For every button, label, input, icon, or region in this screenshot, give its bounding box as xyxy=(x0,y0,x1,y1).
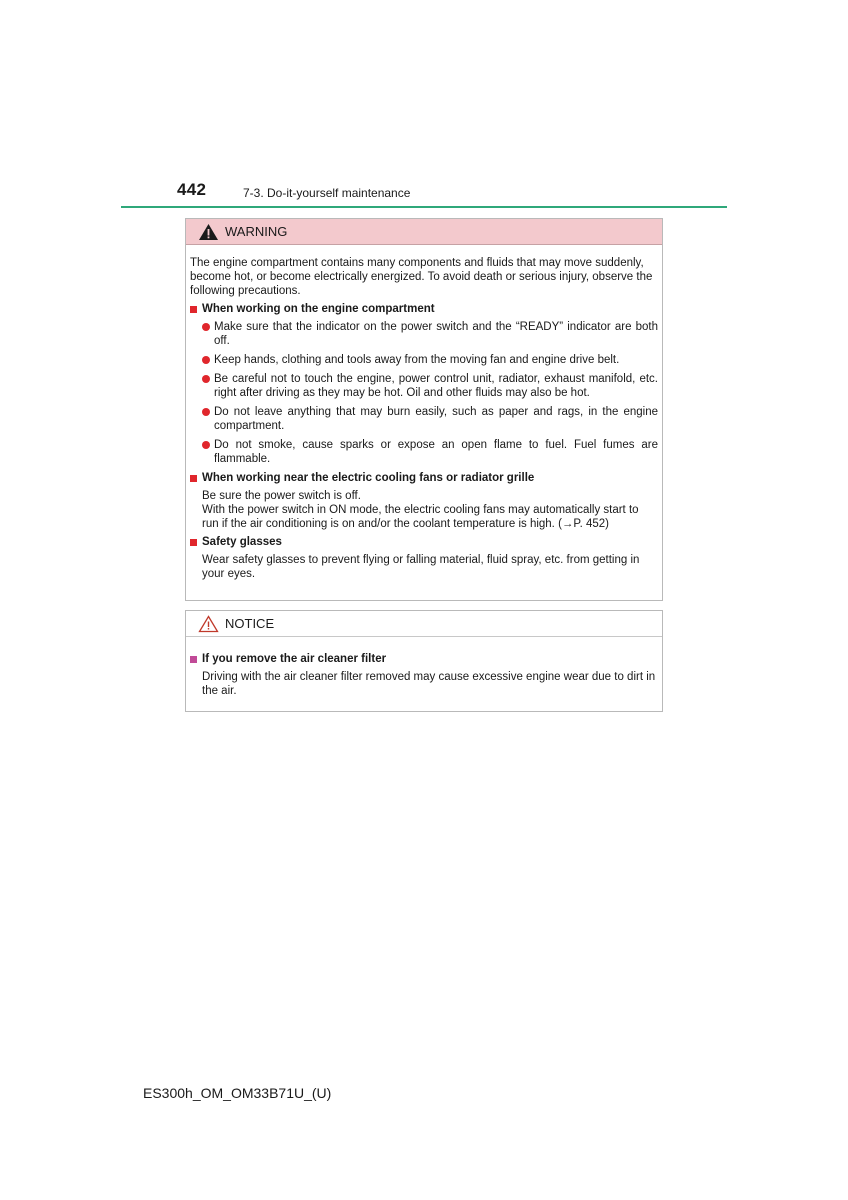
section-heading-text: Safety glasses xyxy=(202,536,282,548)
notice-box xyxy=(185,610,663,712)
round-bullet-icon xyxy=(202,375,210,383)
list-item xyxy=(202,372,658,400)
list-item-text: Make sure that the indicator on the power switch and the “READY” indicator are both off. xyxy=(214,321,658,347)
notice-body xyxy=(186,637,662,698)
square-bullet-icon xyxy=(190,656,197,663)
list-item xyxy=(202,320,658,348)
section-heading-text: When working near the electric cooling fans or radiator grille xyxy=(202,472,535,484)
list-item-text: Do not leave anything that may burn easily, such as paper and rags, in the engine compartment. xyxy=(214,406,658,432)
paragraph: Driving with the air cleaner filter removed may cause excessive engine wear due to dirt in the air. xyxy=(202,671,656,697)
warning-box xyxy=(185,218,663,601)
section-heading xyxy=(190,302,658,316)
bullet-list xyxy=(202,320,658,466)
section-heading-text: When working on the engine compartment xyxy=(202,303,435,315)
header-rule xyxy=(121,206,727,208)
paragraph-line: Be sure the power switch is off. xyxy=(202,490,361,502)
document-code: ES300h_OM_OM33B71U_(U) xyxy=(143,1085,332,1101)
section-heading xyxy=(190,652,658,666)
square-bullet-icon xyxy=(190,306,197,313)
square-bullet-icon xyxy=(190,539,197,546)
list-item xyxy=(202,405,658,433)
round-bullet-icon xyxy=(202,323,210,331)
list-item-text: Be careful not to touch the engine, power control unit, radiator, exhaust manifold, etc. right after driving as they may be hot. Oil and other fluids may also be hot. xyxy=(214,373,658,399)
notice-title: NOTICE xyxy=(225,616,275,631)
section-title: 7-3. Do-it-yourself maintenance xyxy=(243,186,411,200)
warning-title: WARNING xyxy=(225,224,288,239)
warning-triangle-icon xyxy=(198,223,219,241)
round-bullet-icon xyxy=(202,441,210,449)
warning-body xyxy=(186,245,662,581)
list-item-text: Keep hands, clothing and tools away from the moving fan and engine drive belt. xyxy=(214,354,620,366)
list-item-text: Do not smoke, cause sparks or expose an open flame to fuel. Fuel fumes are flammable. xyxy=(214,439,658,465)
paragraph xyxy=(202,489,658,531)
round-bullet-icon xyxy=(202,356,210,364)
warning-header xyxy=(186,219,662,245)
list-item xyxy=(202,438,658,466)
notice-header xyxy=(186,611,662,637)
warning-intro: The engine compartment contains many components and fluids that may move suddenly, become hot, or become electrically energized. To avoid death or serious injury, observe the following precautions. xyxy=(190,257,653,297)
page-number: 442 xyxy=(177,180,207,199)
list-item xyxy=(202,353,658,367)
paragraph-line: With the power switch in ON mode, the electric cooling fans may automatically start to run if the air conditioning is on and/or the coolant temperature is high. (→P. 452) xyxy=(202,504,639,530)
notice-triangle-icon xyxy=(198,615,219,633)
round-bullet-icon xyxy=(202,408,210,416)
paragraph: Wear safety glasses to prevent flying or falling material, fluid spray, etc. from getting in your eyes. xyxy=(202,554,640,580)
square-bullet-icon xyxy=(190,475,197,482)
section-heading-text: If you remove the air cleaner filter xyxy=(202,653,387,665)
section-heading xyxy=(190,471,658,485)
section-heading xyxy=(190,535,658,549)
